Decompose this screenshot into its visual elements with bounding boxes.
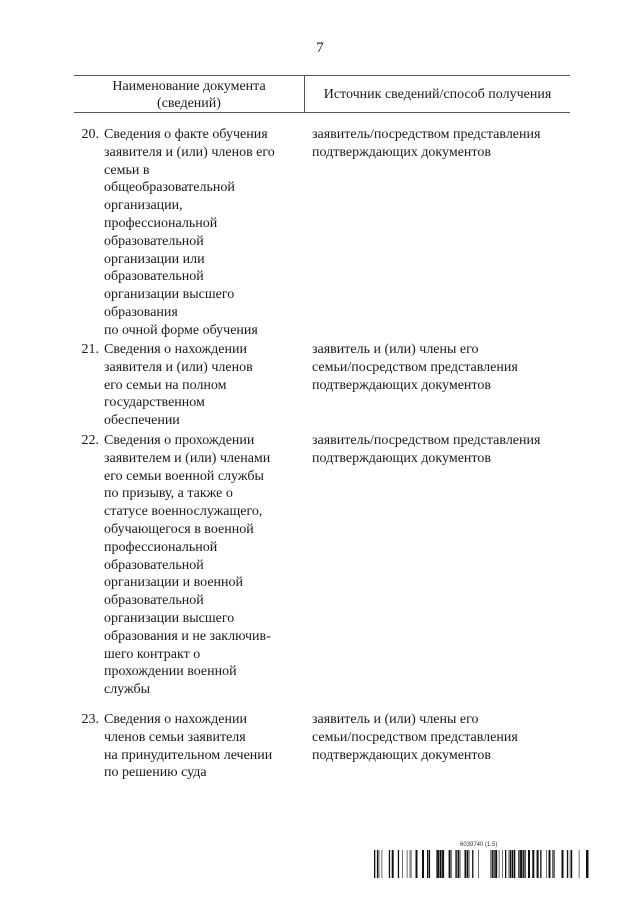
- source-cell: заявитель/посредством представления подтверждающих документов: [312, 433, 541, 466]
- document-name-cell: Сведения о факте обучения заявителя и (или) членов его семьи в общеобразовательной организации, профессиональной образовательной организации или образовательной организации высшего образования по очной форме обучения: [104, 127, 275, 338]
- table-header-top-rule: [74, 75, 570, 76]
- table-header-bottom-rule: [74, 112, 570, 113]
- source-cell: заявитель и (или) члены его семьи/посредством представления подтверждающих документов: [312, 712, 518, 763]
- column-header-source: Источник сведений/способ получения: [323, 87, 552, 102]
- barcode-image: [374, 850, 589, 878]
- row-number: 20.: [81, 127, 99, 142]
- document-name-cell: Сведения о прохождении заявителем и (или) членами его семьи военной службы по призыву, а также о статусе военнослужащего, обучающегося в военной профессиональной образовательной организации и военной образовательной организации высшего образования и не заключив- шего контракт о прохождении военной службы: [104, 433, 271, 698]
- document-name-cell: Сведения о нахождении заявителя и (или) членов его семьи на полном государственном обеспечении: [104, 342, 253, 429]
- source-cell: заявитель/посредством представления подтверждающих документов: [312, 127, 541, 160]
- document-name-cell: Сведения о нахождении членов семьи заявителя на принудительном лечении по решению суда: [104, 712, 273, 781]
- row-number: 23.: [81, 712, 99, 727]
- page-number: 7: [316, 40, 324, 56]
- row-number: 21.: [81, 342, 99, 357]
- barcode-caption: 6039740 (1.5): [460, 842, 498, 848]
- column-header-document-name: Наименование документа (сведений): [112, 79, 266, 111]
- row-number: 22.: [81, 433, 99, 448]
- source-cell: заявитель и (или) члены его семьи/посредством представления подтверждающих документов: [312, 342, 518, 393]
